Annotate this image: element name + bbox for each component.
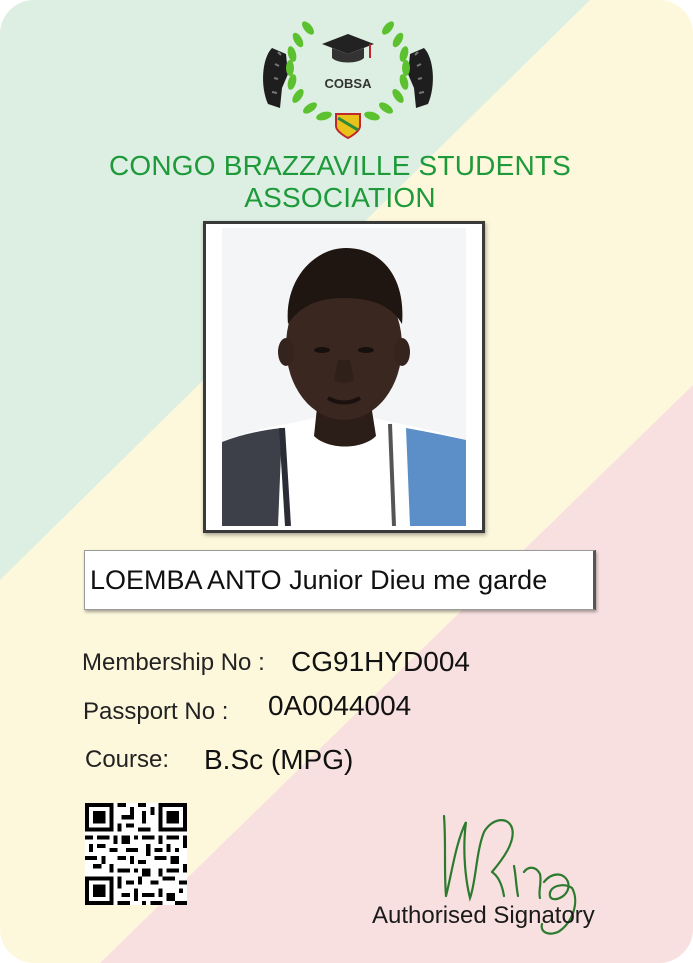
authorised-signatory-label: Authorised Signatory: [372, 902, 595, 929]
organization-name: [60, 150, 620, 214]
cobsa-emblem-logo: [258, 8, 438, 140]
organization-name-line2: ASSOCIATION: [244, 182, 436, 213]
passport-no-label: Passport No :: [83, 698, 229, 725]
member-full-name: LOEMBA ANTO Junior Dieu me garde: [90, 564, 548, 595]
member-name-box: [84, 550, 596, 610]
passport-no-value: 0A0044004: [268, 690, 412, 721]
member-photo: [222, 228, 466, 526]
emblem-text: COBSA: [324, 76, 372, 91]
membership-no-value: CG91HYD004: [291, 646, 470, 677]
member-photo-frame: [203, 221, 485, 533]
qr-code: [85, 803, 187, 905]
membership-no-label: Membership No :: [82, 649, 265, 676]
organization-name-line1: CONGO BRAZZAVILLE STUDENTS: [108, 150, 572, 181]
course-value: B.Sc (MPG): [204, 744, 354, 775]
course-label: Course:: [85, 746, 170, 773]
